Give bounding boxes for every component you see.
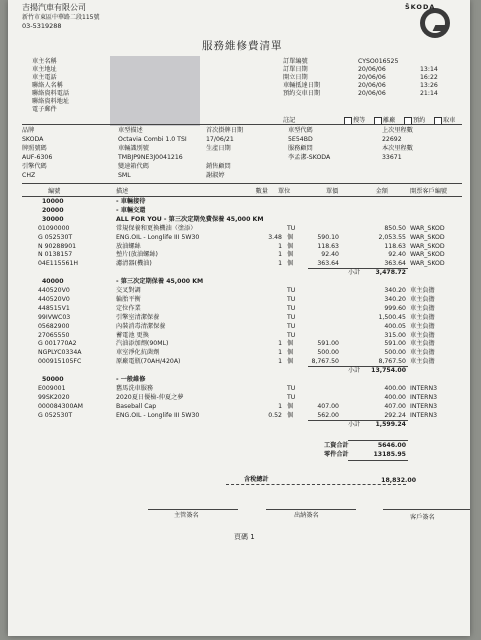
order-field-value: 20/06/06 — [358, 66, 386, 73]
item-customer-code: WAR_SKOD — [410, 224, 445, 232]
item-unit: TU — [287, 331, 296, 339]
order-field-label: 車輛抵達日期 — [283, 82, 321, 89]
item-customer-code: 車主負擔 — [410, 331, 435, 339]
item-unit: 個 — [287, 242, 294, 250]
total-line — [348, 440, 408, 441]
owner-field-label: 車主地址 — [32, 66, 57, 73]
owner-field-label: 車主電話 — [32, 74, 57, 81]
grand-total-line — [226, 484, 406, 485]
item-unit: 個 — [287, 340, 294, 348]
item-customer-code: INTERN3 — [410, 411, 438, 419]
item-customer-code: INTERN3 — [410, 384, 438, 392]
item-amount: 999.60 — [384, 304, 406, 312]
item-amount: 400.00 — [384, 384, 406, 392]
vehicle-mileage: 22692 — [382, 136, 402, 143]
item-price: 562.00 — [317, 411, 339, 419]
item-qty: 1 — [278, 260, 282, 268]
item-unit: TU — [287, 393, 296, 401]
item-code: 99IVWC03 — [38, 313, 71, 321]
item-customer-code: 車主負擔 — [410, 358, 435, 366]
item-code: 440520V0 — [38, 287, 70, 294]
item-qty: 1 — [278, 251, 282, 259]
item-code: E009001 — [38, 384, 66, 392]
item-unit: TU — [287, 287, 296, 294]
note-label: 註記 — [283, 117, 296, 124]
item-code: 000084300AM — [38, 402, 84, 410]
item-code: 40000 — [42, 278, 64, 286]
item-desc: 2020夏日優檢-仲夏之夢 — [116, 393, 184, 401]
item-unit: 個 — [287, 358, 294, 366]
status-checkbox-label: 預約 — [413, 117, 426, 124]
status-checkbox-label: 取車 — [443, 117, 456, 124]
item-qty: 1 — [278, 242, 282, 250]
item-desc: ENG.OIL - Longlife III 5W30 — [116, 233, 200, 241]
item-desc: - 第三次定期保養 45,000 KM — [116, 278, 204, 286]
redacted-block — [110, 56, 200, 126]
item-desc: 墊片(放油螺絲) — [116, 251, 158, 259]
manager-signature-label: 主管簽名 — [174, 512, 199, 519]
item-desc: 汽油添加劑(90ML) — [116, 340, 169, 348]
labor-total-label: 工資合計 — [324, 442, 349, 449]
vehicle-plate-label: 牌照號碼 — [22, 145, 47, 152]
item-subtotal: 13,754.00 — [371, 367, 406, 375]
item-code: 01090000 — [38, 224, 70, 232]
item-price: 591.00 — [317, 340, 339, 348]
signature-line-customer — [383, 509, 470, 510]
item-desc: 內裝消毒清潔保養 — [116, 322, 166, 330]
item-desc: 放油螺絲 — [116, 242, 141, 250]
item-unit: TU — [287, 295, 296, 303]
item-price: 363.64 — [317, 260, 339, 268]
divider — [22, 196, 462, 197]
item-amount: 2,053.55 — [378, 233, 406, 241]
header-unit: 單位 — [278, 188, 291, 195]
item-amount: 340.20 — [384, 295, 406, 303]
vehicle-code-label: 車型代碼 — [288, 127, 313, 134]
item-amount: 292.24 — [384, 411, 406, 419]
item-amount: 363.64 — [384, 260, 406, 268]
cashier-signature-label: 出納簽名 — [294, 512, 319, 519]
item-qty: 1 — [278, 402, 282, 410]
item-qty: 1 — [278, 340, 282, 348]
item-amount: 315.00 — [384, 331, 406, 339]
signature-line-cashier — [266, 509, 356, 510]
item-customer-code: 車主負擔 — [410, 304, 435, 312]
item-price: 118.63 — [317, 242, 339, 250]
item-qty: 1 — [278, 358, 282, 366]
header-desc: 描述 — [116, 188, 129, 195]
vehicle-sales-label: 銷售顧問 — [206, 163, 231, 170]
item-desc: 原廠電瓶(70AH/420A) — [116, 358, 181, 366]
item-amount: 340.20 — [384, 287, 406, 294]
order-field-label: 訂單編號 — [283, 58, 308, 65]
order-field-label: 訂單日期 — [283, 66, 308, 73]
item-customer-code: 車主負擔 — [410, 349, 435, 357]
owner-field-label: 聯絡資料電話 — [32, 90, 70, 97]
divider — [22, 124, 462, 125]
item-code: G 001770A2 — [38, 340, 77, 348]
item-subtotal: 3,478.72 — [375, 269, 406, 277]
item-code: N 90288901 — [38, 242, 77, 250]
item-customer-code: 車主負擔 — [410, 340, 435, 348]
item-amount: 92.40 — [388, 251, 406, 259]
item-desc: 舊馬洗車服務 — [116, 384, 154, 392]
vehicle-model-label: 車型描述 — [118, 127, 143, 134]
item-amount: 850.50 — [384, 224, 406, 232]
company-phone: 03-5319288 — [22, 22, 62, 30]
item-code: 20000 — [42, 206, 64, 214]
parts-total: 13185.95 — [373, 451, 406, 458]
owner-field-label: 電子郵件 — [32, 106, 57, 113]
item-desc: - 車輛接待 — [116, 198, 146, 205]
vehicle-vin: TMBJP9NE3J0041216 — [118, 154, 183, 161]
item-qty: 0.52 — [268, 411, 282, 419]
page-number: 頁碼 1 — [234, 533, 255, 541]
item-price: 500.00 — [317, 349, 339, 357]
item-code: G 052530T — [38, 233, 73, 241]
item-code: 05682900 — [38, 322, 70, 330]
vehicle-brand: SKODA — [22, 136, 44, 143]
brand-wordmark: ŠKODA — [405, 3, 436, 11]
vehicle-mileage-label: 上次里程數 — [382, 127, 413, 134]
invoice-paper — [8, 0, 470, 636]
item-desc: 濾清器(機油) — [116, 260, 152, 268]
item-code: G 052530T — [38, 411, 73, 419]
header-code: 編號 — [48, 188, 61, 195]
vehicle-cur-mileage: 33671 — [382, 154, 402, 161]
item-price: 407.00 — [317, 402, 339, 410]
item-code: 000915105FC — [38, 358, 82, 366]
vehicle-advisor: 李孟潔-SKODA — [288, 154, 331, 161]
item-amount: 400.05 — [384, 322, 406, 330]
item-code: 99SK2020 — [38, 393, 70, 401]
vehicle-engine: CHZ — [22, 172, 36, 179]
company-name: 吉揚汽車有限公司 — [22, 3, 86, 12]
vehicle-gearbox-label: 變速箱代碼 — [118, 163, 149, 170]
divider — [22, 183, 462, 184]
item-desc: 交叉對調 — [116, 287, 141, 294]
item-code: 10000 — [42, 198, 64, 205]
item-subtotal-label: 小計 — [348, 367, 361, 375]
vehicle-engine-label: 引擎代碼 — [22, 163, 47, 170]
skoda-logo — [420, 8, 450, 38]
item-unit: 個 — [287, 411, 294, 419]
item-price: 8,767.50 — [311, 358, 339, 366]
owner-field-label: 聯絡資料地址 — [32, 98, 70, 105]
item-amount: 8,767.50 — [378, 358, 406, 366]
item-customer-code: INTERN3 — [410, 393, 438, 401]
signature-line-manager — [148, 509, 238, 510]
item-code: 440520V0 — [38, 295, 70, 303]
header-price: 單價 — [326, 188, 339, 195]
item-amount: 591.00 — [384, 340, 406, 348]
item-code: N 0138157 — [38, 251, 73, 259]
parts-total-label: 零件合計 — [324, 451, 349, 458]
item-unit: 個 — [287, 233, 294, 241]
vehicle-plate: AUF-6306 — [22, 154, 53, 161]
item-subtotal: 1,599.24 — [375, 420, 406, 428]
vehicle-brand-label: 品牌 — [22, 127, 35, 134]
item-unit: 個 — [287, 349, 294, 357]
labor-total: 5646.00 — [377, 442, 406, 449]
vehicle-code: 5E54BD — [288, 136, 313, 143]
item-desc: ALL FOR YOU - 第三次定期免費保養 45,000 KM — [116, 215, 264, 223]
item-subtotal-label: 小計 — [348, 420, 361, 428]
item-customer-code: WAR_SKOD — [410, 251, 445, 259]
vehicle-cur-mileage-label: 本次里程數 — [382, 145, 413, 152]
header-amount: 金額 — [375, 188, 388, 195]
order-field-time: 13:14 — [420, 66, 438, 73]
item-price: 92.40 — [321, 251, 339, 259]
item-subtotal-label: 小計 — [348, 269, 361, 277]
item-customer-code: 車主負擔 — [410, 322, 435, 330]
owner-field-label: 聯絡人名稱 — [32, 82, 63, 89]
status-checkbox-label: 搜等 — [353, 117, 366, 124]
vehicle-gearbox: SML — [118, 172, 131, 179]
item-amount: 1,500.45 — [378, 313, 406, 321]
order-field-value: CYSO016525 — [358, 58, 399, 65]
item-customer-code: WAR_SKOD — [410, 233, 445, 241]
vehicle-advisor-label: 服務顧問 — [288, 145, 313, 152]
item-desc: 車室淨化抗菌劑 — [116, 349, 160, 357]
order-field-value: 20/06/06 — [358, 74, 386, 81]
item-code: 30000 — [42, 215, 64, 223]
vehicle-vin-label: 車輛識別號 — [118, 145, 149, 152]
item-desc: Baseball Cap — [116, 402, 157, 410]
item-code: 448515V1 — [38, 304, 70, 312]
grand-total-label: 含稅總計 — [244, 476, 269, 483]
item-desc: - 車輛交還 — [116, 206, 146, 214]
item-desc: 輪胎平衡 — [116, 295, 141, 303]
grand-total: 18,832.00 — [381, 477, 416, 484]
order-field-label: 預約交車日期 — [283, 90, 321, 97]
company-address: 新竹市東區中華路二段115號 — [22, 14, 100, 21]
item-unit: TU — [287, 313, 296, 321]
header-note: 開票客戶編號 — [410, 188, 448, 195]
header-qty: 數量 — [255, 188, 268, 195]
vehicle-first-reg: 17/06/21 — [206, 136, 234, 143]
item-code: 04E115561H — [38, 260, 79, 268]
vehicle-sales: 謝淑婷 — [206, 172, 225, 179]
document-title: 服務維修費清單 — [202, 40, 283, 52]
vehicle-first-reg-label: 首次掛牌日期 — [206, 127, 244, 134]
order-field-time: 21:14 — [420, 90, 438, 97]
item-code: 27065550 — [38, 331, 70, 339]
vehicle-model: Octavia Combi 1.0 TSI — [118, 136, 187, 143]
item-qty: 3.48 — [268, 233, 282, 241]
order-field-time: 16:22 — [420, 74, 438, 81]
item-amount: 118.63 — [384, 242, 406, 250]
item-amount: 500.00 — [384, 349, 406, 357]
item-customer-code: 車主負擔 — [410, 295, 435, 303]
item-qty: 1 — [278, 349, 282, 357]
item-desc: 定位作業 — [116, 304, 141, 312]
item-unit: 個 — [287, 402, 294, 410]
order-field-time: 13:26 — [420, 82, 438, 89]
owner-field-label: 車主名稱 — [32, 58, 57, 65]
item-unit: 個 — [287, 260, 294, 268]
order-field-label: 開立日期 — [283, 74, 308, 81]
item-customer-code: WAR_SKOD — [410, 242, 445, 250]
item-code: 50000 — [42, 376, 64, 383]
customer-signature-label: 客戶簽名 — [410, 514, 435, 521]
item-customer-code: WAR_SKOD — [410, 260, 445, 268]
item-price: 590.10 — [317, 233, 339, 241]
item-code: NGPLYC0334A — [38, 349, 82, 357]
item-customer-code: 車主負擔 — [410, 287, 435, 294]
total-line — [348, 460, 408, 461]
order-field-value: 20/06/06 — [358, 82, 386, 89]
item-desc: 常規保養和更換機油（塗添） — [116, 224, 197, 232]
item-unit: TU — [287, 322, 296, 330]
item-desc: 引擎室清潔保養 — [116, 313, 160, 321]
item-unit: 個 — [287, 251, 294, 259]
item-unit: TU — [287, 304, 296, 312]
item-customer-code: 車主負擔 — [410, 313, 435, 321]
vehicle-prod-label: 生產日期 — [206, 145, 231, 152]
item-desc: ENG.OIL - Longlife III 5W30 — [116, 411, 200, 419]
item-amount: 400.00 — [384, 393, 406, 401]
order-field-value: 20/06/06 — [358, 90, 386, 97]
item-unit: TU — [287, 384, 296, 392]
status-checkbox-label: 離廠 — [383, 117, 396, 124]
item-desc: 蓄電池 更換 — [116, 331, 149, 339]
item-unit: TU — [287, 224, 296, 232]
item-desc: - 一般維修 — [116, 376, 146, 383]
item-customer-code: INTERN3 — [410, 402, 438, 410]
item-amount: 407.00 — [384, 402, 406, 410]
